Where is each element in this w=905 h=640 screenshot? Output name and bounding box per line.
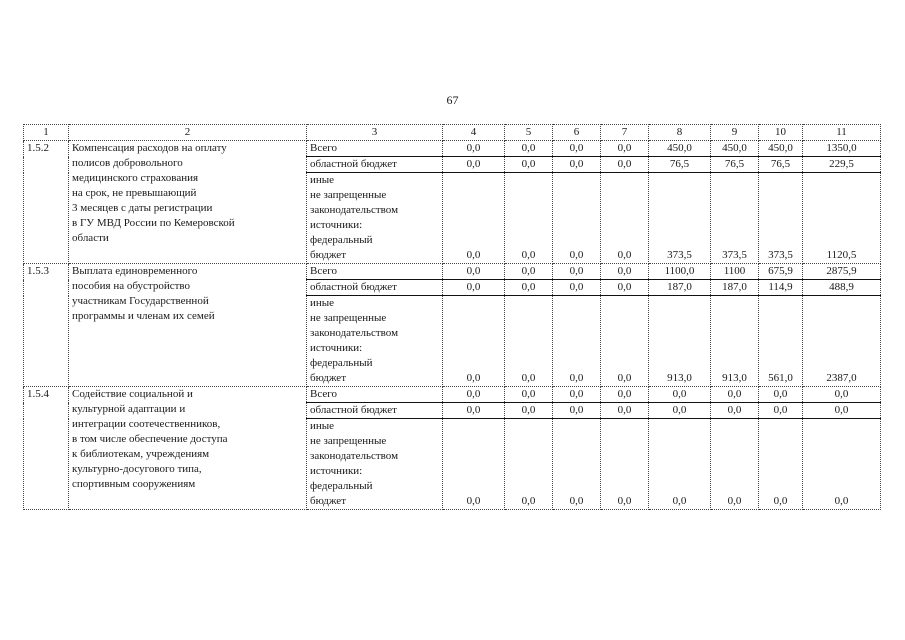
budget-table (23, 124, 881, 510)
header-cell: 1 (24, 125, 69, 141)
value-cell: 0,0 (505, 141, 553, 157)
value-cell: 0,0 (649, 387, 711, 403)
value-cell: 0,0 (505, 157, 553, 173)
title-line: 3 месяцев с даты регистрации (72, 202, 213, 214)
value-cell: 0,0 (553, 157, 601, 173)
value-cell: 0,0 (601, 173, 649, 264)
source-line: законодательством (310, 327, 399, 339)
header-cell: 3 (307, 125, 443, 141)
source-line: бюджет (310, 249, 346, 261)
value-cell: 1100,0 (649, 264, 711, 280)
title-line: в том числе обеспечение доступа (72, 433, 228, 445)
value-cell: 373,5 (649, 173, 711, 264)
table-row (24, 387, 881, 403)
funding-source (307, 141, 443, 157)
title-line: спортивным сооружениям (72, 478, 196, 490)
value-cell: 0,0 (553, 280, 601, 296)
value-cell: 1100 (711, 264, 759, 280)
title-line: области (72, 232, 109, 244)
value-cell: 0,0 (711, 403, 759, 419)
title-line: культурно-досугового типа, (72, 463, 202, 475)
value-cell: 0,0 (553, 403, 601, 419)
value-cell: 0,0 (505, 387, 553, 403)
value-cell: 0,0 (601, 403, 649, 419)
value-cell: 450,0 (711, 141, 759, 157)
source-line: источники: (310, 342, 363, 354)
value-cell: 0,0 (505, 419, 553, 510)
value-cell: 373,5 (711, 173, 759, 264)
header-cell: 6 (553, 125, 601, 141)
value-cell: 0,0 (601, 387, 649, 403)
source-line: федеральный (310, 234, 373, 246)
value-cell: 0,0 (505, 264, 553, 280)
value-cell: 0,0 (443, 296, 505, 387)
title-line: медицинского страхования (72, 172, 199, 184)
value-cell: 0,0 (505, 296, 553, 387)
value-cell: 0,0 (443, 264, 505, 280)
value-cell: 0,0 (759, 387, 803, 403)
value-cell: 0,0 (553, 173, 601, 264)
source-line: федеральный (310, 480, 373, 492)
value-cell: 0,0 (443, 280, 505, 296)
source-line: источники: (310, 219, 363, 231)
source-line: иные (310, 420, 335, 432)
header-cell: 7 (601, 125, 649, 141)
value-cell: 1120,5 (803, 173, 881, 264)
value-cell: 0,0 (553, 387, 601, 403)
title-line: на срок, не превышающий (72, 187, 197, 199)
value-cell: 675,9 (759, 264, 803, 280)
value-cell: 0,0 (443, 173, 505, 264)
source-line: не запрещенные (310, 435, 387, 447)
value-cell: 76,5 (649, 157, 711, 173)
value-cell: 1350,0 (803, 141, 881, 157)
funding-source (307, 419, 443, 510)
funding-source (307, 157, 443, 173)
value-cell: 373,5 (759, 173, 803, 264)
value-cell: 913,0 (711, 296, 759, 387)
value-cell: 76,5 (759, 157, 803, 173)
value-cell: 913,0 (649, 296, 711, 387)
source-line: иные (310, 174, 335, 186)
header-cell: 9 (711, 125, 759, 141)
source-line: федеральный (310, 357, 373, 369)
title-line: в ГУ МВД России по Кемеровской (72, 217, 235, 229)
value-cell: 0,0 (759, 419, 803, 510)
value-cell: 0,0 (553, 296, 601, 387)
source-line: бюджет (310, 372, 346, 384)
title-line: программы и членам их семей (72, 310, 215, 322)
header-cell: 11 (803, 125, 881, 141)
title-line: Содействие социальной и (72, 388, 193, 400)
value-cell: 2875,9 (803, 264, 881, 280)
item-code: 1.5.4 (24, 387, 69, 510)
value-cell: 0,0 (803, 419, 881, 510)
value-cell: 0,0 (505, 280, 553, 296)
title-line: участникам Государственной (72, 295, 209, 307)
title-line: культурной адаптации и (72, 403, 186, 415)
item-title (69, 387, 307, 510)
value-cell: 0,0 (803, 387, 881, 403)
header-row (24, 125, 881, 141)
table-row (24, 141, 881, 157)
value-cell: 561,0 (759, 296, 803, 387)
value-cell: 76,5 (711, 157, 759, 173)
table-body (24, 125, 881, 510)
title-line: пособия на обустройство (72, 280, 191, 292)
value-cell: 0,0 (443, 387, 505, 403)
item-title (69, 141, 307, 264)
source-line: Всего (310, 142, 337, 154)
source-line: областной бюджет (310, 281, 397, 293)
value-cell: 187,0 (711, 280, 759, 296)
source-line: Всего (310, 388, 337, 400)
header-cell: 2 (69, 125, 307, 141)
page-number: 67 (446, 93, 459, 107)
source-line: законодательством (310, 450, 399, 462)
value-cell: 450,0 (649, 141, 711, 157)
value-cell: 0,0 (601, 264, 649, 280)
source-line: областной бюджет (310, 404, 397, 416)
funding-source (307, 280, 443, 296)
value-cell: 0,0 (649, 403, 711, 419)
item-title (69, 264, 307, 387)
value-cell: 0,0 (553, 141, 601, 157)
value-cell: 2387,0 (803, 296, 881, 387)
source-line: областной бюджет (310, 158, 397, 170)
value-cell: 187,0 (649, 280, 711, 296)
source-line: иные (310, 297, 335, 309)
value-cell: 0,0 (505, 173, 553, 264)
source-line: источники: (310, 465, 363, 477)
value-cell: 0,0 (601, 419, 649, 510)
value-cell: 0,0 (601, 157, 649, 173)
funding-source (307, 173, 443, 264)
item-code: 1.5.3 (24, 264, 69, 387)
title-line: к библиотекам, учреждениям (72, 448, 210, 460)
table-row (24, 264, 881, 280)
value-cell: 0,0 (601, 296, 649, 387)
title-line: полисов добровольного (72, 157, 183, 169)
header-cell: 5 (505, 125, 553, 141)
value-cell: 0,0 (443, 141, 505, 157)
value-cell: 0,0 (443, 403, 505, 419)
title-line: интеграции соотечественников, (72, 418, 221, 430)
value-cell: 0,0 (649, 419, 711, 510)
value-cell: 0,0 (803, 403, 881, 419)
value-cell: 488,9 (803, 280, 881, 296)
title-line: Выплата единовременного (72, 265, 198, 277)
funding-source (307, 296, 443, 387)
header-cell: 8 (649, 125, 711, 141)
funding-source (307, 387, 443, 403)
source-line: Всего (310, 265, 337, 277)
value-cell: 114,9 (759, 280, 803, 296)
value-cell: 229,5 (803, 157, 881, 173)
source-line: бюджет (310, 495, 346, 507)
header-cell: 4 (443, 125, 505, 141)
value-cell: 0,0 (601, 141, 649, 157)
value-cell: 0,0 (759, 403, 803, 419)
funding-source (307, 403, 443, 419)
value-cell: 0,0 (443, 419, 505, 510)
value-cell: 450,0 (759, 141, 803, 157)
value-cell: 0,0 (711, 419, 759, 510)
source-line: не запрещенные (310, 312, 387, 324)
header-cell: 10 (759, 125, 803, 141)
value-cell: 0,0 (601, 280, 649, 296)
source-line: не запрещенные (310, 189, 387, 201)
value-cell: 0,0 (711, 387, 759, 403)
item-code: 1.5.2 (24, 141, 69, 264)
title-line: Компенсация расходов на оплату (72, 142, 227, 154)
funding-source (307, 264, 443, 280)
value-cell: 0,0 (553, 264, 601, 280)
value-cell: 0,0 (443, 157, 505, 173)
source-line: законодательством (310, 204, 399, 216)
value-cell: 0,0 (505, 403, 553, 419)
value-cell: 0,0 (553, 419, 601, 510)
